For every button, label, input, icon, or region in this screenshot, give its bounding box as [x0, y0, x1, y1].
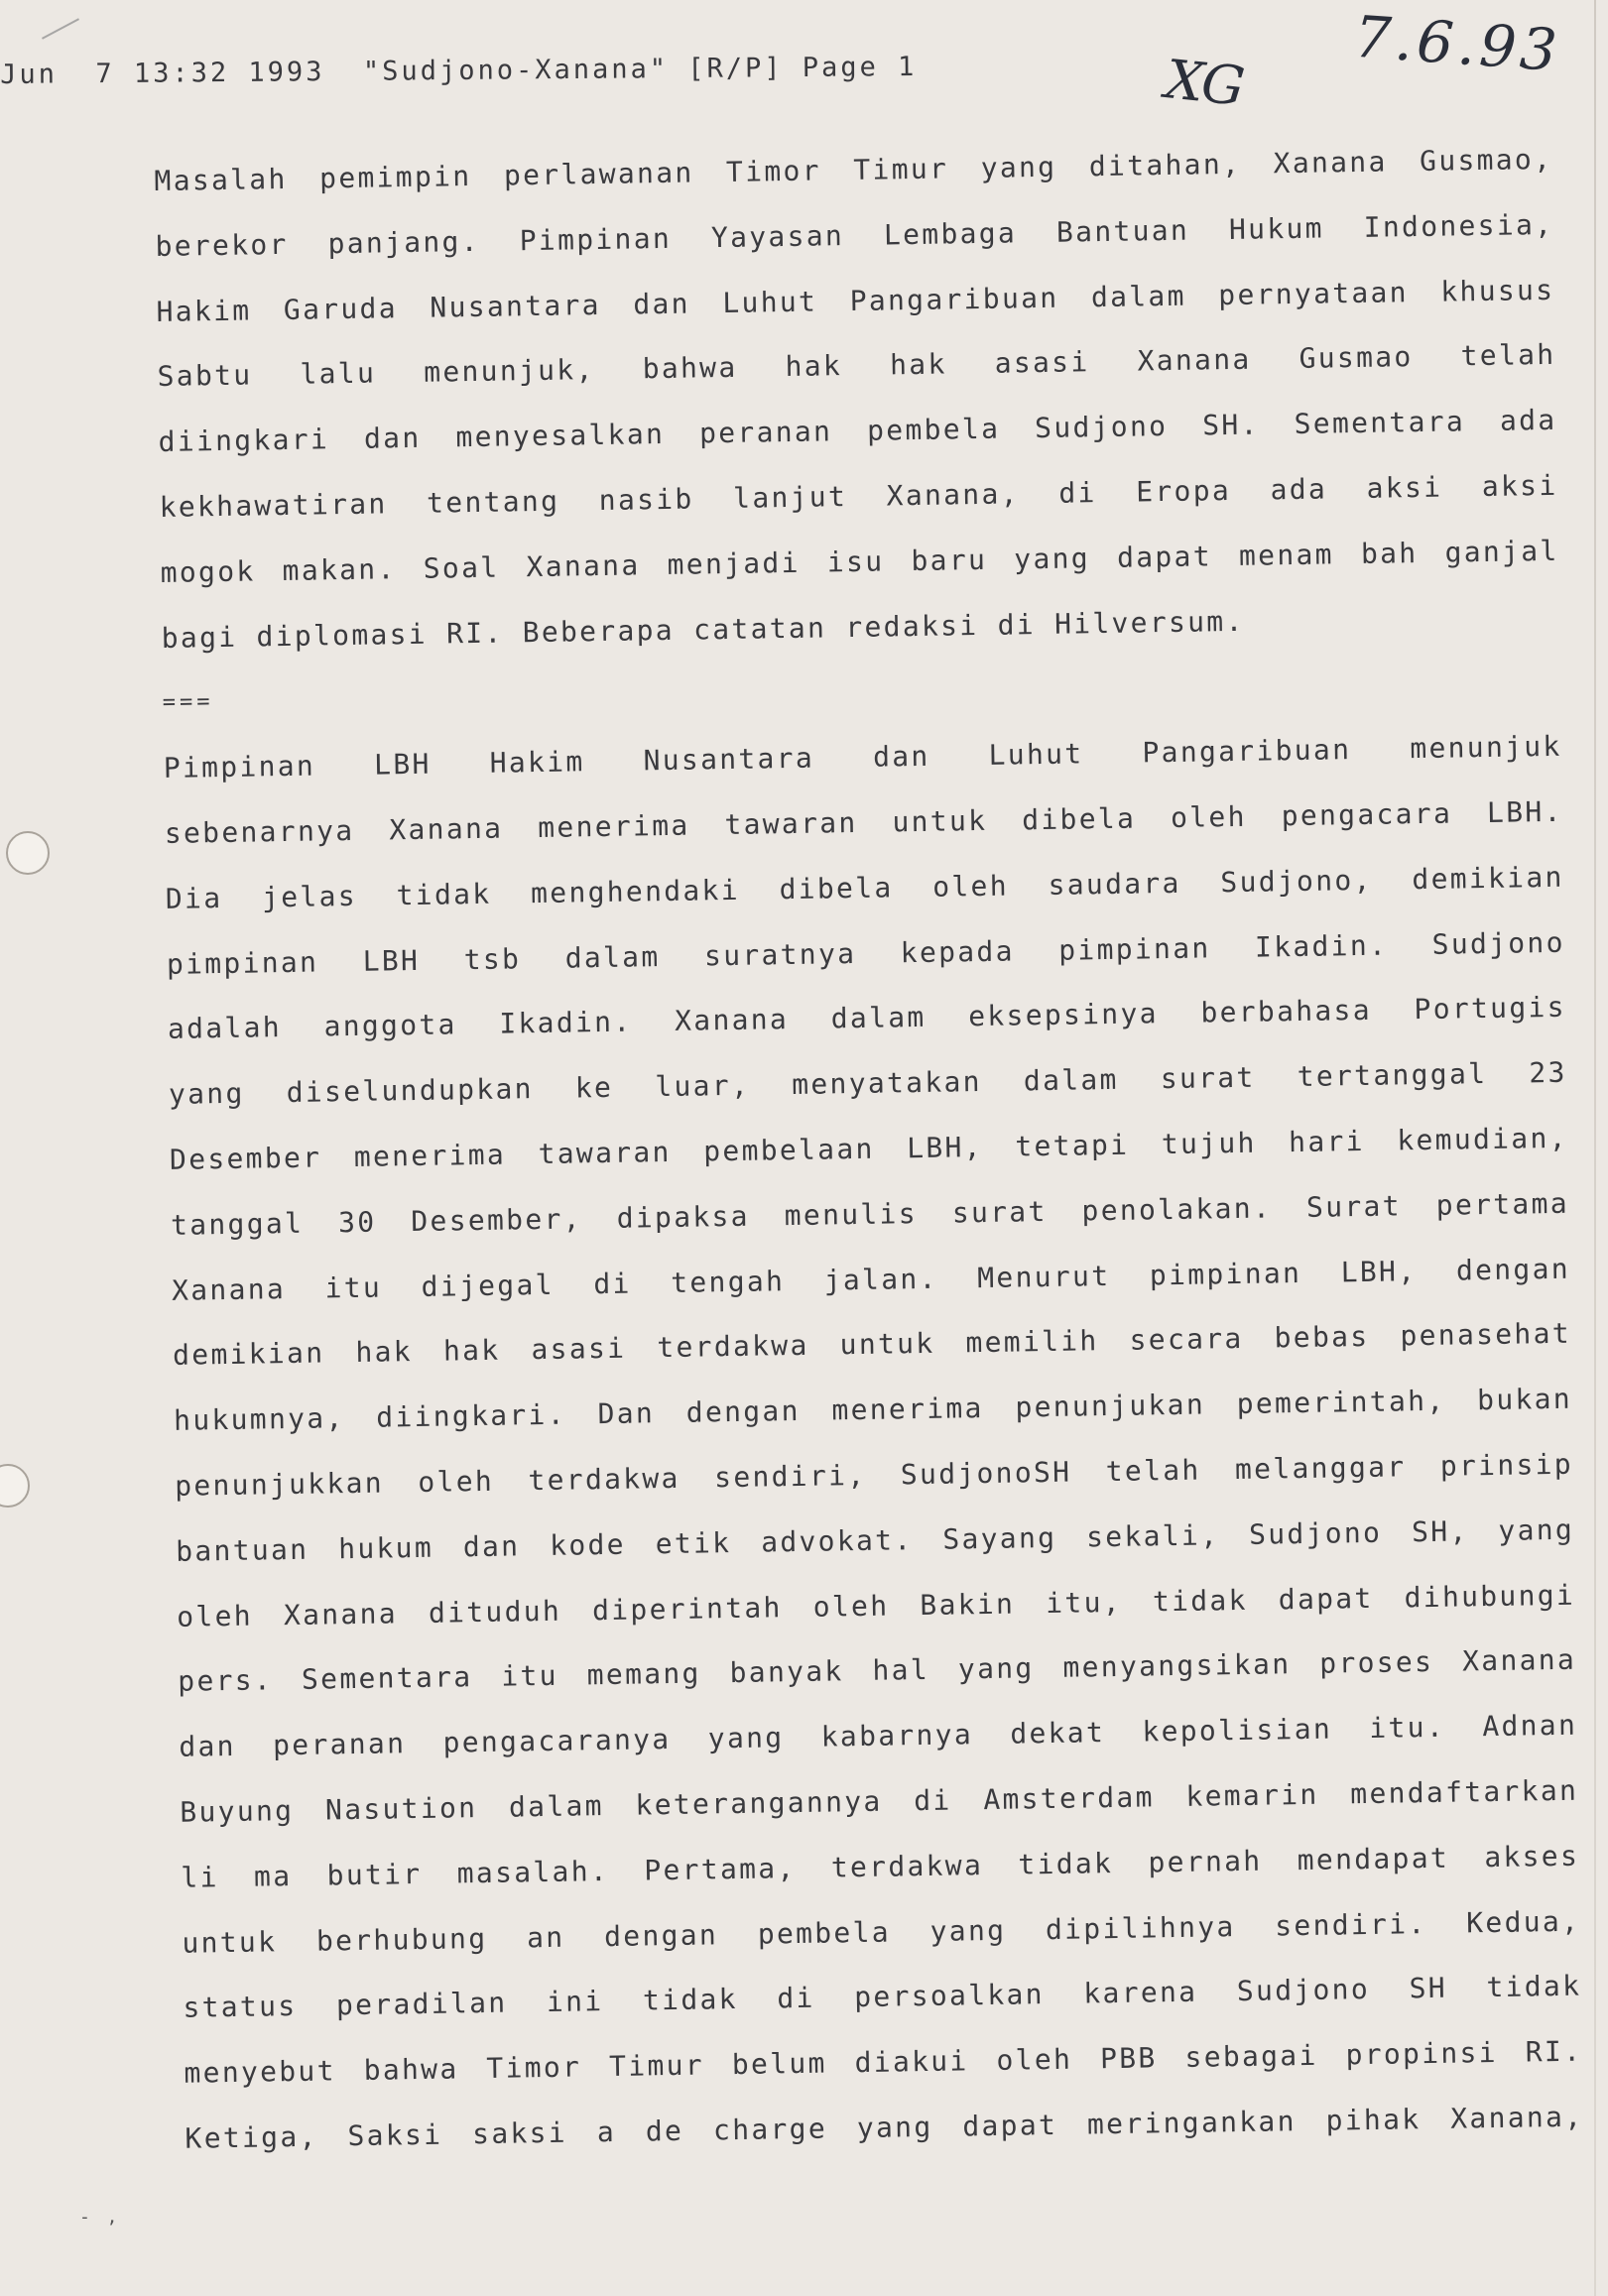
text-line: pers. Sementara itu memang banyak hal yang menyangsikan proses Xanana — [178, 1642, 1577, 1699]
text-line: kekhawatiran tentang nasib lanjut Xanana, di Eropa ada aksi aksi — [159, 468, 1558, 524]
text-line: hukumnya, diingkari. Dan dengan menerima penunjukan pemerintah, bukan — [173, 1382, 1573, 1437]
text-line: menyebut bahwa Timor Timur belum diakui oleh PBB sebagai propinsi RI. — [184, 2034, 1583, 2090]
text-line: demikian hak hak asasi terdakwa untuk memilih secara bebas penasehat — [172, 1317, 1572, 1373]
text-line: berekor panjang. Pimpinan Yayasan Lembaga Bantuan Hukum Indonesia, — [155, 207, 1554, 263]
text-line: yang diselundupkan ke luar, menyatakan dalam surat tertanggal 23 — [168, 1055, 1567, 1112]
text-line: Buyung Nasution dalam keterangannya di Amsterdam kemarin mendaftarkan — [180, 1773, 1579, 1829]
text-line: tanggal 30 Desember, dipaksa menulis surat penolakan. Surat pertama — [170, 1186, 1570, 1242]
text-line: bantuan hukum dan kode etik advokat. Sayang sekali, Sudjono SH, yang — [175, 1512, 1575, 1568]
handwritten-date: 7.6.93 — [1351, 2, 1563, 85]
page-edge — [1594, 0, 1596, 2296]
punch-hole — [0, 1464, 30, 1508]
text-line: mogok makan. Soal Xanana menjadi isu baru yang dapat menam bah ganjal — [160, 534, 1559, 589]
punch-hole — [6, 831, 50, 875]
text-line: Xanana itu dijegal di tengah jalan. Menurut pimpinan LBH, dengan — [171, 1252, 1571, 1307]
text-line: Dia jelas tidak menghendaki dibela oleh saudara Sudjono, demikian — [165, 860, 1564, 915]
text-line: li ma butir masalah. Pertama, terdakwa tidak pernah mendapat akses — [181, 1839, 1580, 1894]
text-line: pimpinan LBH tsb dalam suratnya kepada pimpinan Ikadin. Sudjono — [166, 925, 1565, 981]
text-line: penunjukkan oleh terdakwa sendiri, SudjonoSH telah melanggar prinsip — [174, 1447, 1574, 1503]
separator: === — [162, 689, 214, 716]
text-line: Masalah pemimpin perlawanan Timor Timur yang ditahan, Xanana Gusmao, — [154, 142, 1553, 197]
text-line: adalah anggota Ikadin. Xanana dalam eksepsinya berbahasa Portugis — [167, 991, 1567, 1046]
text-line: status peradilan ini tidak di persoalkan karena Sudjono SH tidak — [183, 1969, 1582, 2025]
text-line: Pimpinan LBH Hakim Nusantara dan Luhut Pangaribuan menunjuk — [163, 729, 1562, 785]
text-line: Sabtu lalu menunjuk, bahwa hak hak asasi Xanana Gusmao telah — [157, 338, 1556, 394]
text-line: Ketiga, Saksi saksi a de charge yang dapat meringankan pihak Xanana, — [185, 2100, 1584, 2155]
handwritten-initials: XG — [1162, 48, 1246, 118]
text-line: untuk berhubung an dengan pembela yang dipilihnya sendiri. Kedua, — [182, 1904, 1581, 1960]
text-line: oleh Xanana dituduh diperintah oleh Bakin itu, tidak dapat dihubungi — [176, 1578, 1576, 1633]
text-line: bagi diplomasi RI. Beberapa catatan redaksi di Hilversum. — [161, 604, 1245, 655]
text-line: sebenarnya Xanana menerima tawaran untuk dibela oleh pengacara LBH. — [164, 794, 1563, 850]
text-line: dan peranan pengacaranya yang kabarnya dekat kepolisian itu. Adnan — [179, 1708, 1578, 1763]
text-line: Desember menerima tawaran pembelaan LBH, tetapi tujuh hari kemudian, — [169, 1121, 1568, 1176]
text-line: Hakim Garuda Nusantara dan Luhut Pangaribuan dalam pernyataan khusus — [156, 273, 1555, 328]
document-body — [154, 127, 1584, 2172]
document-header: Jun 7 13:32 1993 "Sudjono-Xanana" [R/P] Page 1 — [0, 51, 918, 90]
footer-mark: - , — [79, 2207, 121, 2228]
pen-mark — [42, 18, 79, 39]
text-line: diingkari dan menyesalkan peranan pembela Sudjono SH. Sementara ada — [158, 404, 1557, 459]
